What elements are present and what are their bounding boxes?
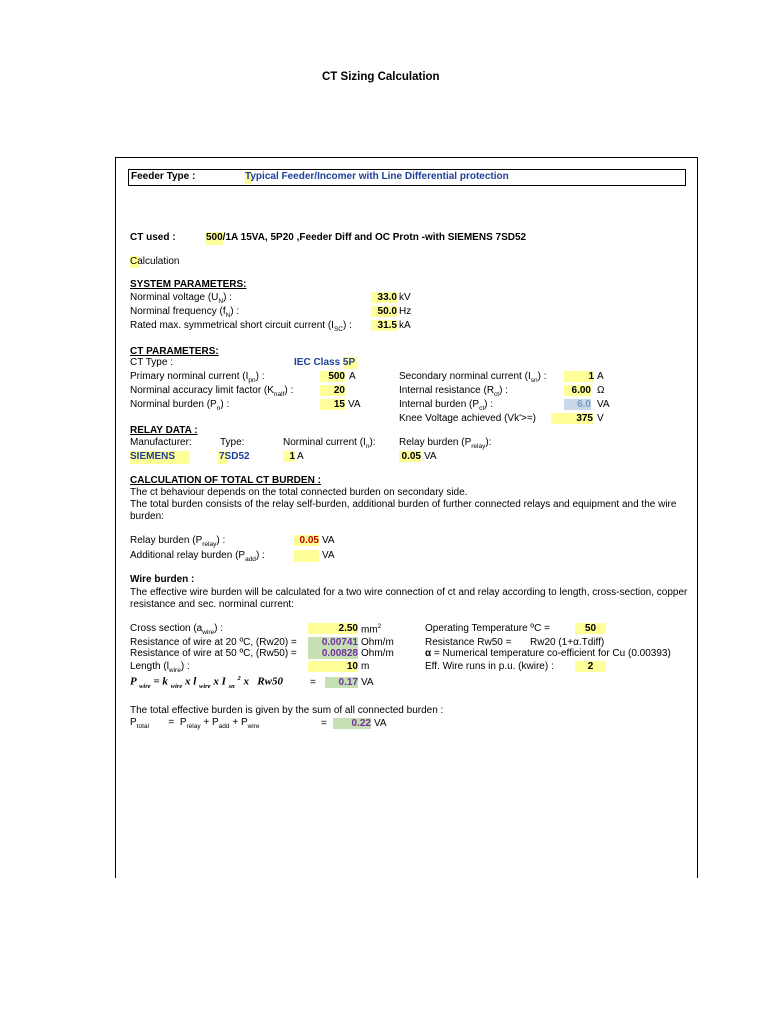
operating-temp-label: Operating Temperature ºC =: [425, 623, 550, 634]
rw50-formula-value: Rw20 (1+α.Tdiff): [530, 637, 605, 648]
internal-resistance-label: Internal resistance $(R_{ct})$ :: [399, 385, 508, 398]
total-burden-heading: CALCULATION OF TOTAL CT BURDEN :: [130, 475, 321, 486]
ct-parameters-heading: CT PARAMETERS:: [130, 346, 219, 357]
internal-burden-unit: VA: [597, 399, 610, 410]
page-title: CT Sizing Calculation: [322, 71, 440, 83]
relay-type-value: 7SD52: [219, 451, 250, 462]
additional-burden-unit: VA: [322, 550, 335, 561]
relay-current-unit: A: [297, 451, 304, 462]
operating-temp-value: 50: [575, 623, 606, 634]
total-equals: =: [321, 718, 327, 729]
length-value: 10: [308, 661, 358, 672]
wire-burden-heading: Wire burden :: [130, 574, 195, 585]
wire-burden-text-1: The effective wire burden will be calculated for a two wire connection of ct and relay according to length, cross-section, copper: [130, 587, 688, 598]
wire-runs-label: Eff. Wire runs in p.u. (kwire) :: [425, 661, 554, 672]
relay-type-label: Type:: [220, 437, 245, 448]
rw50-value: 0.00828: [308, 648, 358, 659]
voltage-unit: kV: [399, 292, 411, 303]
cross-section-unit: $mm^2$: [361, 623, 382, 636]
pwire-equals: =: [310, 677, 316, 688]
length-label: Length $(l_{wire})$ :: [130, 661, 190, 674]
wire-runs-value: 2: [575, 661, 606, 672]
alpha-definition: α = Numerical temperature co-efficient for Cu (0.00393): [425, 648, 671, 659]
feeder-type-value: Typical Feeder/Incomer with Line Differential protection: [245, 171, 509, 182]
knee-voltage-unit: V: [597, 413, 604, 424]
relay-data-heading: RELAY DATA :: [130, 425, 198, 436]
relay-burden-calc-unit: VA: [322, 535, 335, 546]
relay-burden-unit: VA: [424, 451, 437, 462]
total-equation: $P_{total}$ = $P_{relay} + P_{add} + P_{wire}$: [130, 717, 260, 730]
total-text: The total effective burden is given by the sum of all connected burden :: [130, 705, 444, 716]
length-unit: m: [361, 661, 370, 672]
primary-current-unit: A: [349, 371, 356, 382]
cross-section-label: Cross section $(a_{wire})$ :: [130, 623, 224, 636]
manufacturer-label: Manufacturer:: [130, 437, 192, 448]
feeder-type-label: Feeder Type :: [131, 171, 196, 182]
relay-burden-label: Relay burden $(P_{relay})$ :: [130, 535, 226, 548]
total-unit: VA: [374, 718, 387, 729]
frequency-label: Norminal frequency $(f_N)$ :: [130, 306, 240, 319]
ct-type-value: IEC Class 5P: [294, 357, 356, 368]
additional-burden-label: Additional relay burden $(P_{add})$ :: [130, 550, 265, 563]
ct-used-value: 500/1A 15VA, 5P20 ,Feeder Diff and OC Protn -with SIEMENS 7SD52: [206, 232, 527, 243]
calculation-label: Calculation: [130, 256, 180, 267]
manufacturer-value: SIEMENS: [130, 451, 176, 462]
rw20-value: 0.00741: [308, 637, 358, 648]
short-circuit-label: Rated max. symmetrical short circuit current $(I_{SC})$ :: [130, 320, 352, 333]
ct-burden-value: 15: [320, 399, 345, 410]
voltage-value: 33.0: [371, 292, 397, 303]
ct-burden-label: Norminal burden $(P_n)$ :: [130, 399, 230, 412]
total-burden-text-2: The total burden consists of the relay self-burden, additional burden of further connected relays and equipment and the wire: [130, 499, 677, 510]
internal-burden-label: Internal burden $(P_{ct})$ :: [399, 399, 494, 412]
pwire-value: 0.17: [325, 677, 358, 688]
secondary-current-unit: A: [597, 371, 604, 382]
total-burden-text-1: The ct behaviour depends on the total connected burden on secondary side.: [130, 487, 468, 498]
relay-burden-value: 0.05: [399, 451, 421, 462]
voltage-label: Norminal voltage $(U_N)$ :: [130, 292, 232, 305]
system-parameters-heading: SYSTEM PARAMETERS:: [130, 279, 247, 290]
short-circuit-value: 31.5: [371, 320, 397, 331]
alf-value: 20: [320, 385, 345, 396]
knee-voltage-value: 375: [551, 413, 593, 424]
rw50-unit: Ohm/m: [361, 648, 394, 659]
cross-section-value: 2.50: [308, 623, 358, 634]
relay-current-label: Norminal current $(I_n)$:: [283, 437, 376, 450]
wire-burden-text-2: resistance and sec. norminal current:: [130, 599, 294, 610]
total-burden-text-3: burden:: [130, 511, 164, 522]
internal-burden-value: 6.0: [564, 399, 591, 410]
additional-burden-value: [294, 550, 319, 562]
secondary-current-label: Secondary norminal current $(I_{sn})$ :: [399, 371, 547, 384]
ct-used-label: CT used :: [130, 232, 176, 243]
relay-burden-header-label: Relay burden $(P_{relay})$:: [399, 437, 492, 450]
rw20-label: Resistance of wire at 20 ºC, (Rw20) =: [130, 637, 297, 648]
short-circuit-unit: kA: [399, 320, 411, 331]
worksheet-frame: [115, 157, 698, 878]
total-value: 0.22: [333, 718, 371, 729]
alpha-symbol: α: [425, 648, 432, 659]
relay-burden-calc-value: 0.05: [294, 535, 319, 546]
internal-resistance-unit: Ω: [597, 385, 605, 396]
primary-current-label: Primary norminal current $(I_{pn})$ :: [130, 371, 265, 384]
primary-current-value: 500: [320, 371, 345, 382]
relay-current-value: 1: [283, 451, 295, 462]
knee-voltage-label: Knee Voltage achieved (Vk'>=): [399, 413, 537, 424]
rw50-label: Resistance of wire at 50 ºC, (Rw50) =: [130, 648, 297, 659]
ct-burden-unit: VA: [348, 399, 361, 410]
ct-type-label: CT Type :: [130, 357, 173, 368]
rw20-unit: Ohm/m: [361, 637, 394, 648]
internal-resistance-value: 6.00: [564, 385, 591, 396]
alf-label: Norminal accuracy limit factor $(K_{nalf})$ :: [130, 385, 294, 398]
rw50-formula-label: Resistance Rw50 =: [425, 637, 512, 648]
frequency-value: 50.0: [371, 306, 397, 317]
secondary-current-value: 1: [564, 371, 594, 382]
pwire-formula: P $_{wire}$ = k $_{wire}$ x l $_{wire}$ x I $_{sn}$ $^2$ x Rw50: [130, 675, 283, 690]
frequency-unit: Hz: [399, 306, 412, 317]
pwire-unit: VA: [361, 677, 374, 688]
